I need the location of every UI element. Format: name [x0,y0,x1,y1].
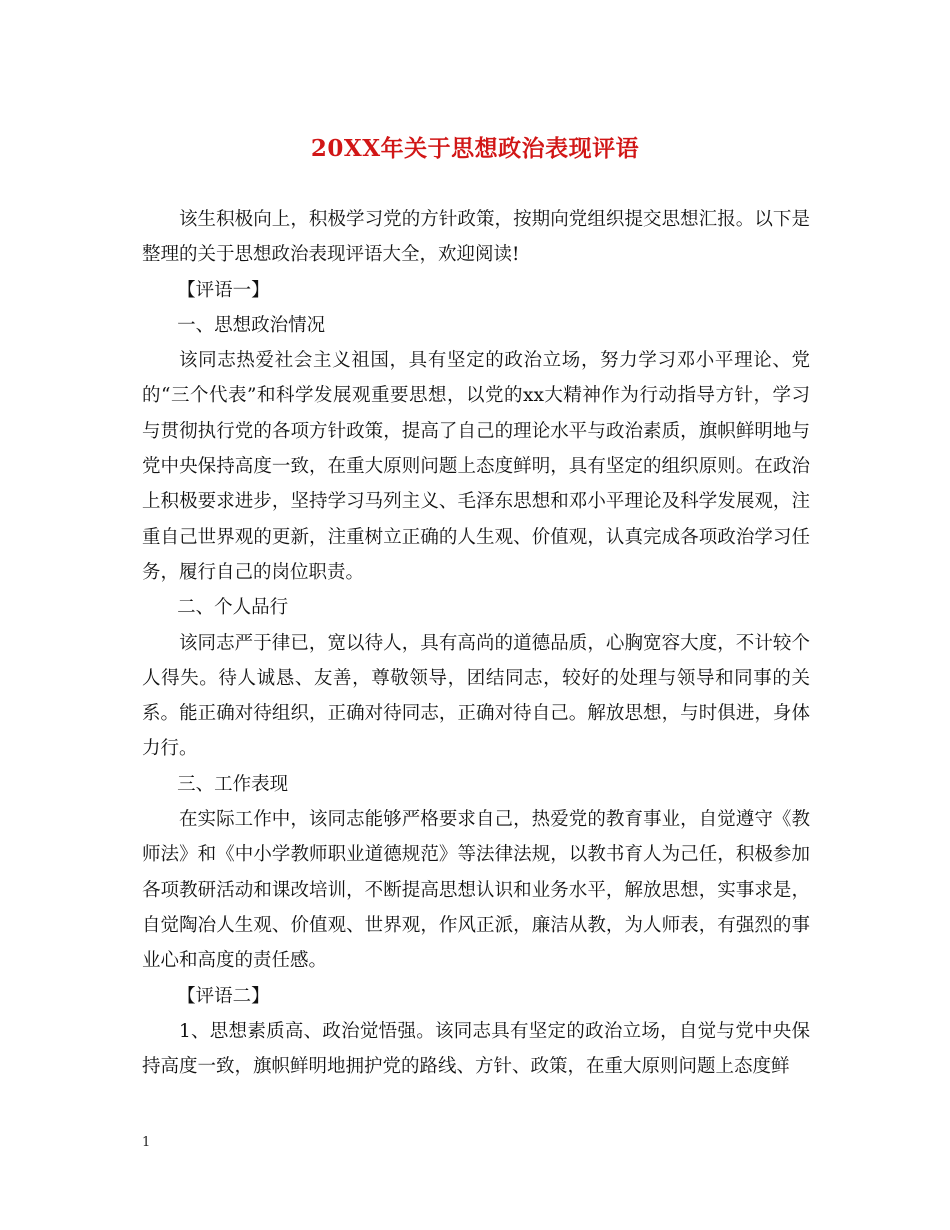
document-title: 20XX年关于思想政治表现评语 [310,135,640,162]
intro-paragraph: 该生积极向上，积极学习党的方针政策，按期向党组织提交思想汇报。以下是整理的关于思想政治表现评语大全，欢迎阅读! [142,209,810,266]
section-heading-comment-one: 【评语一】 [177,279,270,301]
page-number: 1 [142,1135,151,1150]
subheading-political: 一、思想政治情况 [177,314,326,336]
paragraph-work: 在实际工作中，该同志能够严格要求自己，热爱党的教育事业，自觉遵守《教师法》和《中小学教师职业道德规范》等法律法规，以教书育人为己任，积极参加各项教研活动和课改培训，不断提高思想认识和业务水平，解放思想，实事求是，自觉陶冶人生观、价值观、世界观，作风正派，廉洁从教，为人师表，有强烈的事业心和高度的责任感。 [142,809,810,972]
paragraph-comment-two: 1、思想素质高、政治觉悟强。该同志具有坚定的政治立场，自觉与党中央保持高度一致，旗帜鲜明地拥护党的路线、方针、政策，在重大原则问题上态度鲜 [142,1020,810,1078]
section-heading-comment-two: 【评语二】 [177,985,270,1007]
document-body [142,202,810,1084]
paragraph-conduct: 该同志严于律已，宽以待人，具有高尚的道德品质，心胸宽容大度，不计较个人得失。待人诚恳、友善，尊敬领导，团结同志，较好的处理与领导和同事的关系。能正确对待组织，正确对待同志，正确对待自己。解放思想，与时俱进，身体力行。 [142,632,810,760]
paragraph-political: 该同志热爱社会主义祖国，具有坚定的政治立场，努力学习邓小平理论、党的“三个代表”和科学发展观重要思想，以党的xx大精神作为行动指导方针，学习与贯彻执行党的各项方针政策，提高了自己的理论水平与政治素质，旗帜鲜明地与党中央保持高度一致，在重大原则问题上态度鲜明，具有坚定的组织原则。在政治上积极要求进步，坚持学习马列主义、毛泽东思想和邓小平理论及科学发展观，注重自己世界观的更新，注重树立正确的人生观、价值观，认真完成各项政治学习任务，履行自己的岗位职责。 [142,350,810,583]
subheading-work: 三、工作表现 [177,773,289,795]
subheading-conduct: 二、个人品行 [177,597,289,619]
